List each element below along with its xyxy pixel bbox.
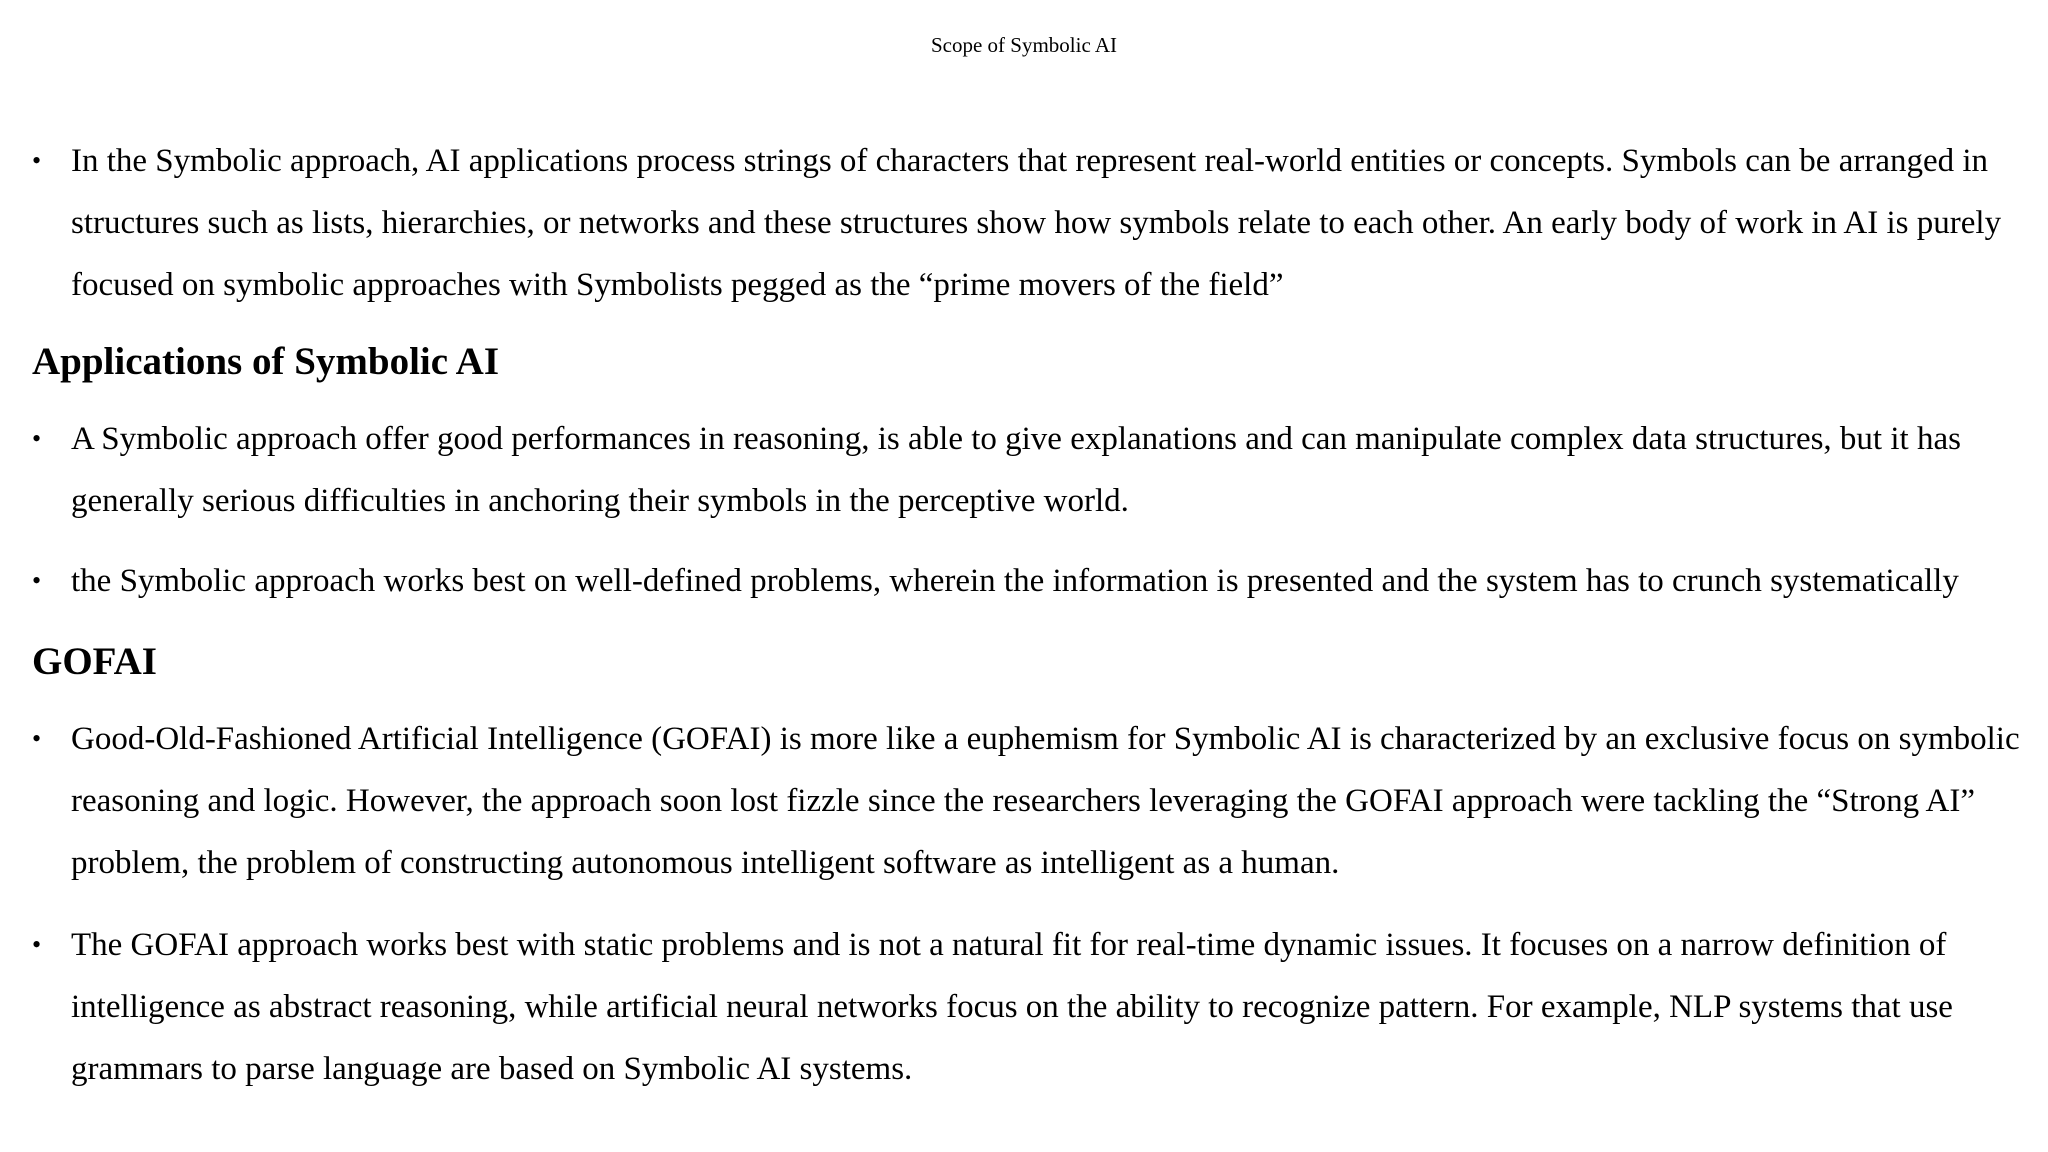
bullet-dot: • (32, 424, 42, 453)
bullet-text: Good-Old-Fashioned Artificial Intelligence (GOFAI) is more like a euphemism for Symbolic AI is characterized by an exclusive focus on symbolic reasoning and logic. However, the approach soon lost fizzle since the researchers leveraging the GOFAI approach were tackling the “Strong AI” problem, the problem of constructing autonomous intelligent software as intelligent as a human. (71, 721, 2020, 881)
bullet-text: A Symbolic approach offer good performances in reasoning, is able to give explanations and can manipulate complex data structures, but it has generally serious difficulties in anchoring their symbols in the perceptive world. (71, 421, 1961, 519)
bullet-dot: • (32, 724, 42, 753)
bullet-dot: • (32, 930, 42, 959)
bullet-item-gofai-1 (32, 708, 2036, 894)
document-body (32, 130, 2036, 1100)
bullet-text: the Symbolic approach works best on well-defined problems, wherein the information is presented and the system has to crunch systematically (71, 563, 1959, 599)
bullet-dot: • (32, 566, 42, 595)
section-heading-applications: Applications of Symbolic AI (32, 340, 499, 383)
bullet-item-applications-2 (32, 550, 2036, 612)
section-heading-gofai: GOFAI (32, 640, 157, 683)
bullet-dot: • (32, 146, 42, 175)
bullet-item-intro (32, 130, 2036, 316)
bullet-item-gofai-2 (32, 914, 2036, 1100)
page-header: Scope of Symbolic AI (930, 33, 1118, 57)
bullet-text: In the Symbolic approach, AI applications process strings of characters that represent real-world entities or concepts. Symbols can be arranged in structures such as lists, hierarchies, or networks and these structures show how symbols relate to each other. An early body of work in AI is purely focused on symbolic approaches with Symbolists pegged as the “prime movers of the field” (71, 143, 2002, 303)
bullet-item-applications-1 (32, 408, 2036, 532)
bullet-text: The GOFAI approach works best with static problems and is not a natural fit for real-time dynamic issues. It focuses on a narrow definition of intelligence as abstract reasoning, while artificial neural networks focus on the ability to recognize pattern. For example, NLP systems that use grammars to parse language are based on Symbolic AI systems. (71, 927, 1953, 1087)
